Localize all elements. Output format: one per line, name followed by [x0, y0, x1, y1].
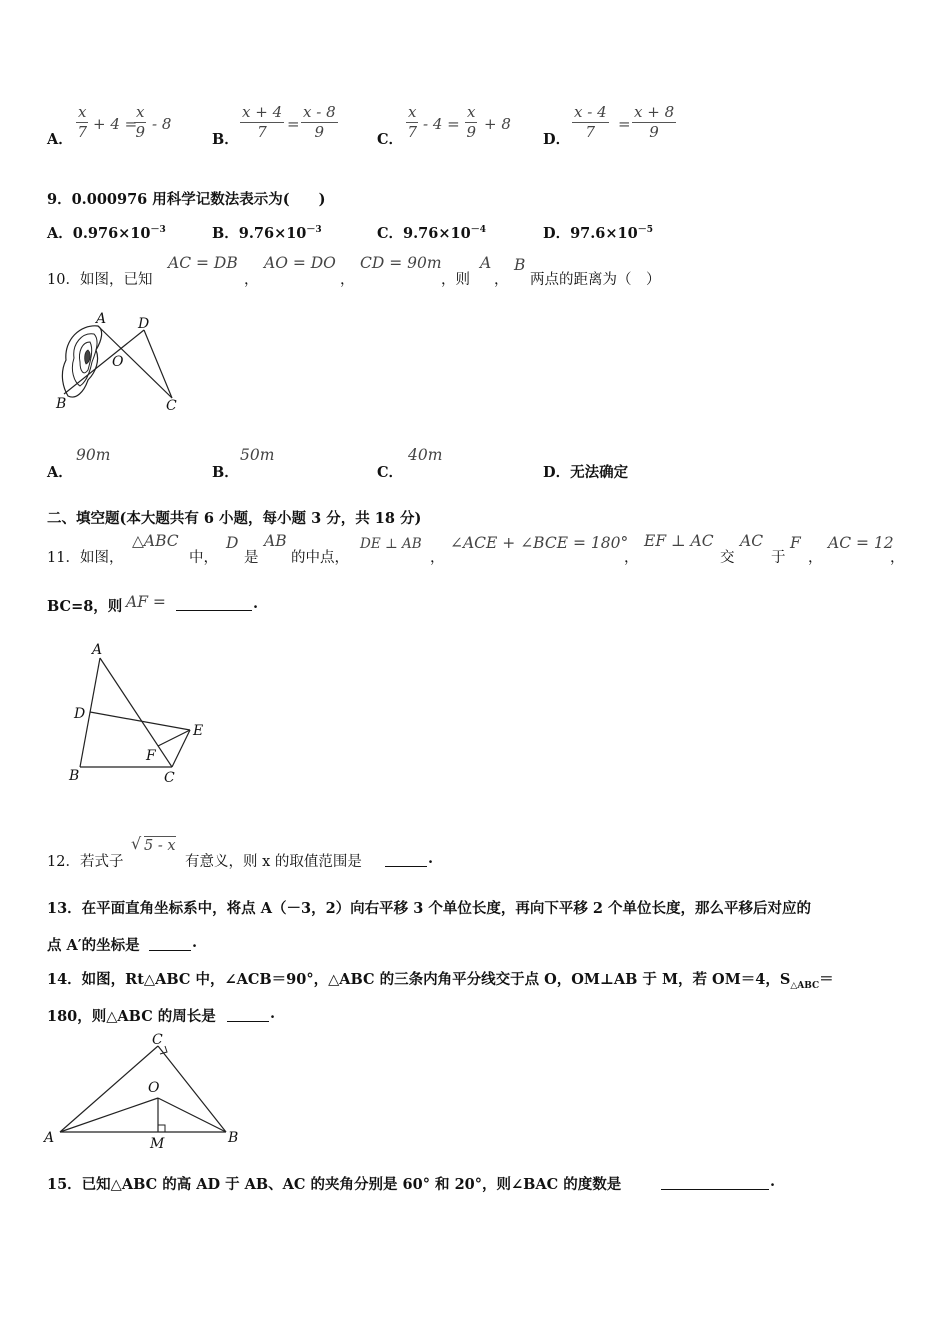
q10-figure: [50, 310, 190, 420]
q8-b-letter: B．: [212, 131, 239, 148]
q9-option-b: B．$9.76\times 10^{-3}$: [212, 225, 322, 242]
q8-a-letter: A．: [47, 131, 73, 148]
q10-option-b: B．: [212, 464, 239, 481]
q10-label-a: A: [96, 311, 107, 327]
q11-label-d: D: [74, 706, 86, 722]
q10-option-a: A．: [47, 464, 73, 481]
q14-label-o: O: [148, 1080, 160, 1096]
radical-sign-icon: √: [131, 834, 142, 853]
q8-b-left-fraction: $\frac{x + 4}{7}$: [242, 103, 283, 141]
q11-label-b: B: [69, 768, 80, 784]
q8-c-letter: C．: [377, 131, 404, 148]
q15-answer-blank: [661, 1189, 769, 1190]
q8-a-right-fraction: $\frac{x}{9}$: [135, 103, 145, 141]
q9-option-c: C．$9.76\times 10^{-4}$: [377, 225, 486, 242]
q10-eq-cd: CD = 90m: [360, 254, 442, 272]
q10-label-o: O: [112, 354, 124, 370]
q11-label-c: C: [164, 770, 175, 786]
q8-c-left-fraction: $\frac{x}{7}$: [407, 103, 417, 141]
q8-d-letter: D．: [543, 131, 571, 148]
q8-a-left-fraction: $\frac{x}{7}$: [77, 103, 87, 141]
q13-answer-blank: [149, 950, 191, 951]
q11-figure: [60, 640, 220, 790]
q14-label-b: B: [228, 1130, 239, 1146]
q11-label-f: F: [146, 748, 156, 764]
q14-answer-blank: [227, 1021, 269, 1022]
q11-label-e: E: [193, 723, 204, 739]
q10-label-c: C: [166, 398, 177, 414]
q10-eq-ao-do: AO = DO: [264, 254, 336, 272]
q8-b-right-fraction: $\frac{x - 8}{9}$: [303, 103, 336, 141]
q14-label-c: C: [152, 1032, 163, 1048]
q9-option-d: D．$97.6\times 10^{-5}$: [543, 225, 653, 242]
q8-d-left-fraction: $\frac{x - 4}{7}$: [574, 103, 607, 141]
q9-stem: 9．0.000976 用科学记数法表示为( ): [47, 191, 326, 208]
q9-option-a: A．$0.976\times 10^{-3}$: [47, 225, 166, 242]
q10-option-d: D．无法确定: [543, 464, 629, 481]
q14-label-a: A: [44, 1130, 55, 1146]
q10-option-c: C．: [377, 464, 404, 481]
right-angle-mark-icon: [158, 1125, 165, 1132]
q8-c-right-fraction: $\frac{x}{9}$: [466, 103, 476, 141]
q11-label-a: A: [92, 642, 103, 658]
q10-label-d: D: [138, 316, 150, 332]
q14-label-m: M: [150, 1136, 165, 1152]
q10-label-b: B: [56, 396, 67, 412]
q11-answer-blank: [176, 610, 252, 611]
q12-answer-blank: [385, 866, 427, 867]
q10-eq-ac-db: AC = DB: [168, 254, 238, 272]
q8-d-right-fraction: $\frac{x + 8}{9}$: [634, 103, 675, 141]
section-heading: 二、填空题(本大题共有 6 小题，每小题 3 分，共 18 分): [47, 510, 422, 527]
q14-figure: [40, 1030, 250, 1152]
